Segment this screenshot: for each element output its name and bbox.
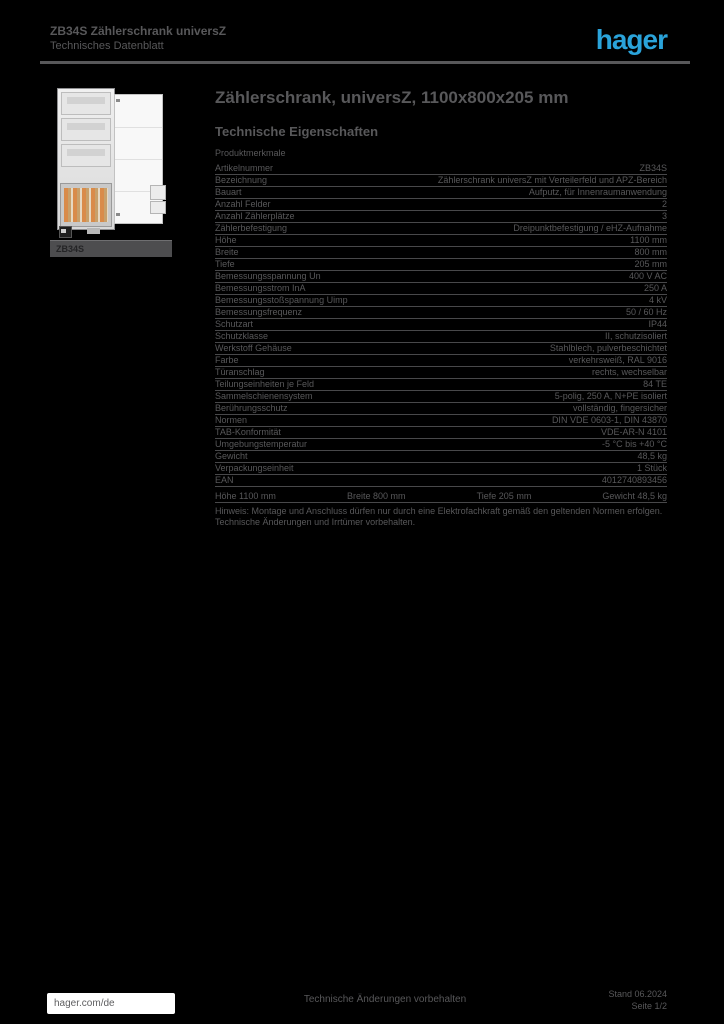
spec-value: 800 mm — [634, 247, 667, 257]
spec-value: Aufputz, für Innenraumanwendung — [528, 187, 667, 197]
spec-row — [215, 175, 667, 187]
spec-row — [215, 235, 667, 247]
spec-label: Anzahl Felder — [215, 199, 271, 209]
spec-row — [215, 439, 667, 451]
terminal-area — [60, 183, 112, 227]
footer-center-note: Technische Änderungen vorbehalten — [303, 994, 467, 1005]
spec-row — [215, 451, 667, 463]
cabinet-left-panel — [57, 88, 115, 230]
spec-label: Bemessungsspannung Un — [215, 271, 321, 281]
dimensions-row — [215, 490, 667, 503]
module-row — [61, 118, 111, 141]
spec-value: -5 °C bis +40 °C — [602, 439, 667, 449]
spec-value: 250 A — [643, 283, 667, 293]
cabinet-base-detail — [61, 229, 66, 233]
dimension-item: Höhe 1100 mm — [215, 491, 276, 501]
spec-row — [215, 319, 667, 331]
hager-logo: hager — [595, 24, 667, 55]
spec-row — [215, 403, 667, 415]
spec-value: vollständig, fingersicher — [572, 403, 667, 413]
spec-label: Werkstoff Gehäuse — [215, 343, 292, 353]
spec-row — [215, 463, 667, 475]
section-subtitle: Technische Eigenschaften — [215, 124, 379, 139]
spec-label: Artikelnummer — [215, 163, 274, 173]
spec-value: 5-polig, 250 A, N+PE isoliert — [554, 391, 667, 401]
header-subtitle: Technisches Datenblatt — [50, 40, 164, 52]
header-product-title: ZB34S Zählerschrank universZ — [50, 24, 227, 38]
spec-value: 84 TE — [643, 379, 667, 389]
section-label: Produktmerkmale — [215, 148, 286, 158]
spec-row — [215, 163, 667, 175]
spec-row — [215, 391, 667, 403]
spec-value: II, schutzisoliert — [604, 331, 667, 341]
spec-label: TAB-Konformität — [215, 427, 281, 437]
spec-row — [215, 259, 667, 271]
spec-label: Umgebungstemperatur — [215, 439, 308, 449]
spec-label: Anzahl Zählerplätze — [215, 211, 295, 221]
spec-value: 4012740893456 — [601, 475, 667, 485]
spec-value: 1100 mm — [630, 235, 667, 245]
spec-value: 205 mm — [634, 259, 667, 269]
spec-label: Verpackungseinheit — [215, 463, 294, 473]
spec-row — [215, 355, 667, 367]
photo-caption-badge: ZB34S — [50, 240, 172, 257]
spec-label: Normen — [215, 415, 248, 425]
spec-row — [215, 247, 667, 259]
spec-value: 48,5 kg — [637, 451, 667, 461]
spec-row — [215, 307, 667, 319]
spec-row — [215, 199, 667, 211]
header-divider — [40, 61, 690, 64]
spec-label: Bemessungsstrom InA — [215, 283, 306, 293]
spec-value: Stahlblech, pulverbeschichtet — [549, 343, 667, 353]
spec-label: Bezeichnung — [215, 175, 268, 185]
spec-label: Bemessungsstoßspannung Uimp — [215, 295, 348, 305]
footer-page-number: Seite 1/2 — [631, 1001, 667, 1011]
spec-label: Schutzart — [215, 319, 254, 329]
spec-label: Bemessungsfrequenz — [215, 307, 303, 317]
spec-row — [215, 223, 667, 235]
spec-value: 400 V AC — [628, 271, 667, 281]
spec-value: VDE-AR-N 4101 — [600, 427, 667, 437]
spec-value: DIN VDE 0603-1, DIN 43870 — [551, 415, 667, 425]
spec-label: Türanschlag — [215, 367, 265, 377]
spec-row — [215, 379, 667, 391]
spec-row — [215, 331, 667, 343]
spec-value: 2 — [661, 199, 667, 209]
spec-row — [215, 271, 667, 283]
cabinet-base-part — [87, 228, 100, 234]
spec-row — [215, 367, 667, 379]
spec-label: Höhe — [215, 235, 237, 245]
module-row — [61, 92, 111, 115]
spec-value: rechts, wechselbar — [591, 367, 667, 377]
spec-label: EAN — [215, 475, 234, 485]
spec-row — [215, 427, 667, 439]
spec-value: 4 kV — [648, 295, 667, 305]
spec-row — [215, 343, 667, 355]
dimension-item: Breite 800 mm — [346, 491, 406, 501]
wiring-terminals — [64, 188, 108, 222]
spec-label: Bauart — [215, 187, 242, 197]
spec-row — [215, 211, 667, 223]
spec-value: 3 — [661, 211, 667, 221]
footer-page-info — [608, 988, 667, 1012]
spec-label: Zählerbefestigung — [215, 223, 288, 233]
dimension-item: Tiefe 205 mm — [476, 491, 532, 501]
spec-label: Schutzklasse — [215, 331, 269, 341]
spec-value: verkehrsweiß, RAL 9016 — [568, 355, 667, 365]
spec-value: ZB34S — [639, 163, 667, 173]
spec-table — [215, 163, 667, 487]
spec-label: Berührungsschutz — [215, 403, 288, 413]
footer-date: Stand 06.2024 — [608, 989, 667, 999]
spec-row — [215, 283, 667, 295]
footnote-text: Hinweis: Montage und Anschluss dürfen nur durch eine Elektrofachkraft gemäß den geltenden Normen erfolgen. Technische Änderungen und Irrtümer vorbehalten. — [215, 506, 663, 527]
dimension-item: Gewicht 48,5 kg — [602, 491, 667, 501]
spec-label: Sammelschienensystem — [215, 391, 313, 401]
website-link[interactable]: hager.com/de — [47, 993, 175, 1014]
spec-row — [215, 475, 667, 487]
accessory-part — [150, 201, 166, 214]
spec-value: IP44 — [648, 319, 667, 329]
product-photo — [57, 88, 165, 236]
spec-row — [215, 187, 667, 199]
spec-row — [215, 295, 667, 307]
page-title: Zählerschrank, universZ, 1100x800x205 mm — [215, 88, 569, 107]
spec-label: Farbe — [215, 355, 239, 365]
spec-value: Zählerschrank universZ mit Verteilerfeld und APZ-Bereich — [437, 175, 667, 185]
spec-label: Tiefe — [215, 259, 235, 269]
spec-value: Dreipunktbefestigung / eHZ-Aufnahme — [513, 223, 667, 233]
module-row — [61, 144, 111, 167]
spec-label: Breite — [215, 247, 239, 257]
spec-value: 50 / 60 Hz — [625, 307, 667, 317]
accessory-part — [150, 185, 166, 200]
spec-row — [215, 415, 667, 427]
spec-value: 1 Stück — [636, 463, 667, 473]
spec-label: Teilungseinheiten je Feld — [215, 379, 315, 389]
spec-label: Gewicht — [215, 451, 248, 461]
